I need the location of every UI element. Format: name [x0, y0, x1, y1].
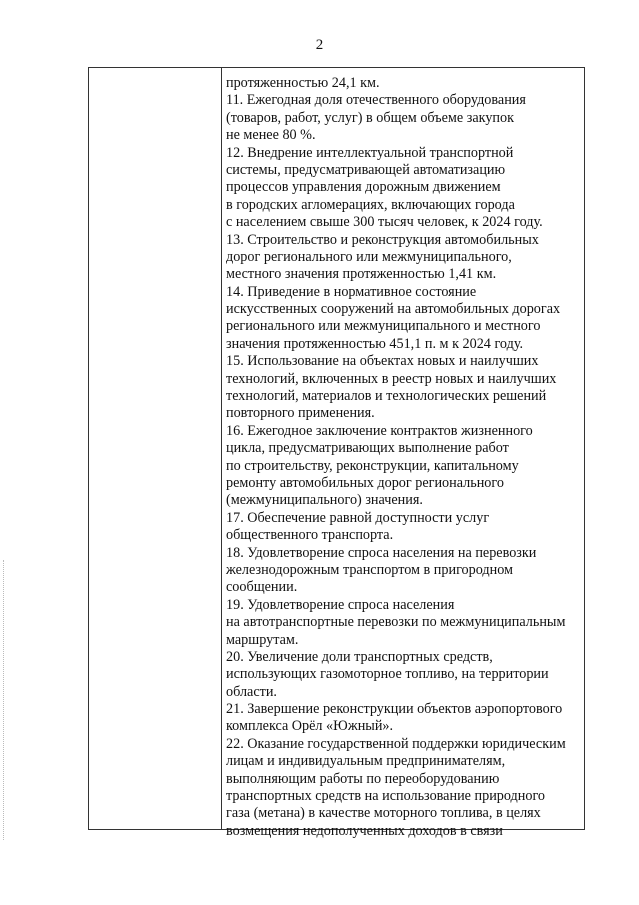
text-line: искусственных сооружений на автомобильных дорогах	[226, 301, 561, 318]
text-line: процессов управления дорожным движением	[226, 179, 501, 196]
text-line: 11. Ежегодная доля отечественного оборудования	[226, 92, 526, 109]
text-line: технологий, материалов и технологических решений	[226, 388, 547, 405]
text-line: не менее 80 %.	[226, 127, 316, 144]
text-line: по строительству, реконструкции, капитальному	[226, 457, 519, 474]
text-line: 21. Завершение реконструкции объектов аэропортового	[226, 701, 563, 718]
text-line: местного значения протяженностью 1,41 км.	[226, 266, 497, 283]
text-line: комплекса Орёл «Южный».	[226, 718, 394, 735]
text-line: в городских агломерациях, включающих города	[226, 196, 515, 213]
text-line: 15. Использование на объектах новых и наилучших	[226, 353, 539, 370]
text-line: маршрутам.	[226, 631, 299, 648]
text-line: технологий, включенных в реестр новых и наилучших	[226, 370, 557, 387]
text-line: использующих газомоторное топливо, на территории	[226, 666, 549, 683]
text-line: лицам и индивидуальным предпринимателям,	[226, 753, 506, 770]
text-line: выполняющим работы по переоборудованию	[226, 770, 500, 787]
text-line: 22. Оказание государственной поддержки юридическим	[226, 735, 566, 752]
text-line: железнодорожным транспортом в пригородном	[226, 561, 514, 578]
text-line: 19. Удовлетворение спроса населения	[226, 596, 455, 613]
text-line: (межмуниципального) значения.	[226, 492, 423, 509]
text-line: протяженностью 24,1 км.	[226, 75, 380, 91]
text-line: газа (метана) в качестве моторного топлива, в целях	[226, 805, 541, 822]
text-line: общественного транспорта.	[226, 527, 394, 544]
text-line: ремонту автомобильных дорог регионального	[226, 474, 504, 491]
text-line: 16. Ежегодное заключение контрактов жизненного	[226, 422, 533, 439]
scan-margin-artifact	[3, 560, 8, 840]
column-divider	[221, 68, 222, 829]
text-line: сообщении.	[226, 579, 298, 596]
text-line: 14. Приведение в нормативное состояние	[226, 283, 477, 300]
text-line: возмещения недополученных доходов в связи	[226, 822, 503, 839]
text-line: цикла, предусматривающих выполнение работ	[226, 440, 509, 457]
text-line: области.	[226, 683, 277, 700]
text-line: 17. Обеспечение равной доступности услуг	[226, 509, 490, 526]
text-line: 12. Внедрение интеллектуальной транспортной	[226, 144, 514, 161]
table-right-cell	[226, 75, 582, 840]
document-table	[88, 67, 585, 839]
text-line: 20. Увеличение доли транспортных средств,	[226, 648, 493, 665]
text-line: регионального или межмуниципального и местного	[226, 318, 541, 335]
page-number: 2	[315, 37, 324, 53]
table-left-cell	[89, 68, 221, 829]
text-line: транспортных средств на использование природного	[226, 788, 546, 805]
text-line: повторного применения.	[226, 405, 375, 422]
text-line: значения протяженностью 451,1 п. м к 2024 году.	[226, 335, 524, 352]
text-line: системы, предусматривающей автоматизацию	[226, 161, 506, 178]
text-line: 18. Удовлетворение спроса населения на перевозки	[226, 544, 537, 561]
text-line: с населением свыше 300 тысяч человек, к 2024 году.	[226, 214, 543, 231]
text-line: дорог регионального или межмуниципального,	[226, 248, 512, 265]
text-line: на автотранспортные перевозки по межмуниципальным	[226, 614, 566, 631]
text-line: 13. Строительство и реконструкция автомобильных	[226, 231, 539, 248]
text-line: (товаров, работ, услуг) в общем объеме закупок	[226, 109, 515, 126]
